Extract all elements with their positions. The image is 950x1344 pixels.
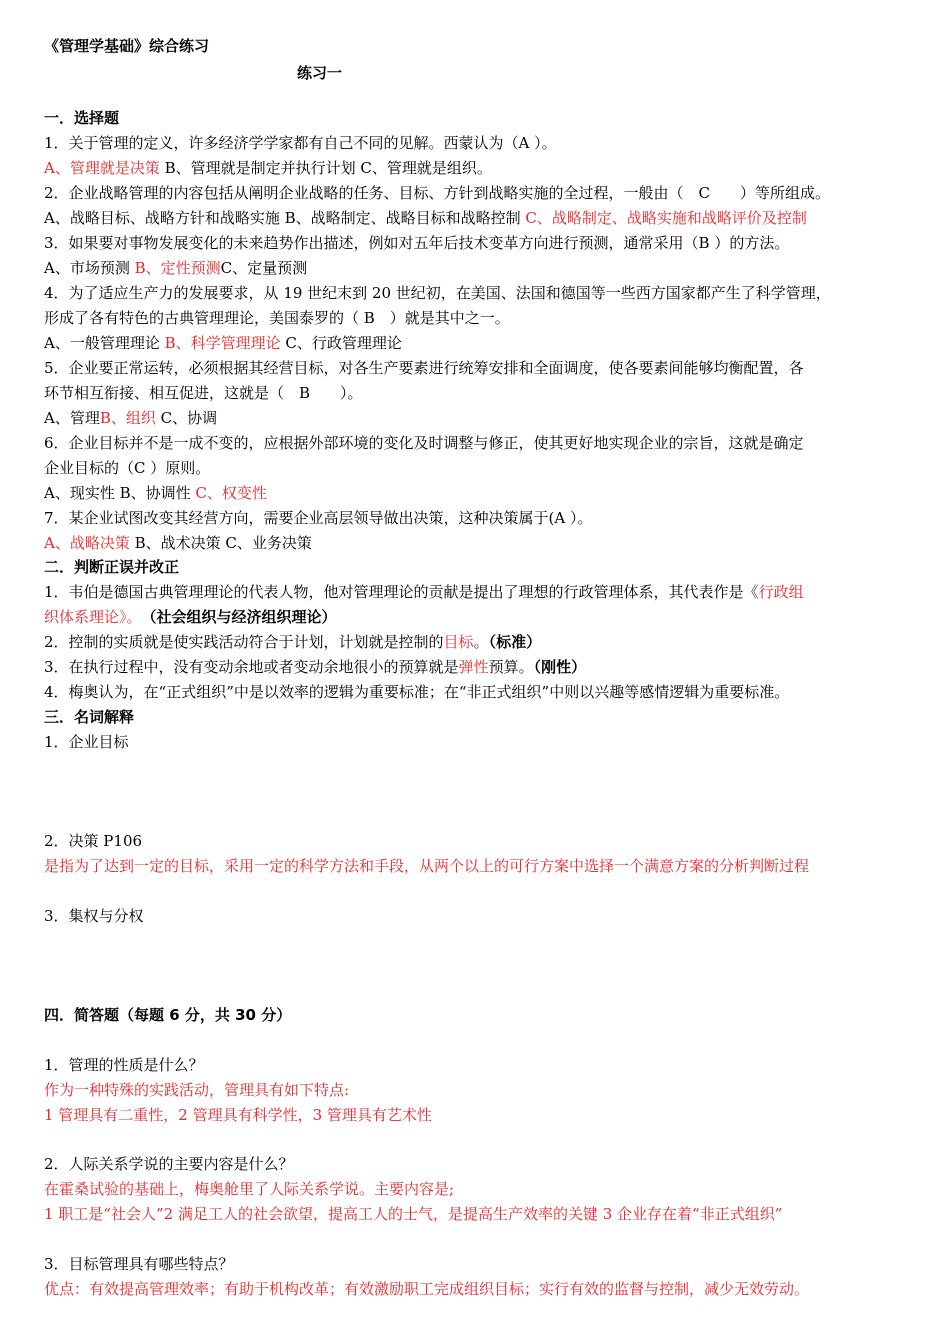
term-3: 3．集权与分权 — [44, 907, 144, 925]
error-highlight: 弹性 — [458, 658, 489, 676]
judge-3 — [44, 657, 586, 677]
question-6-line2: 企业目标的（C ）原则。 — [44, 459, 211, 477]
option-text: A、战略目标、战略方针和战略实施 B、战略制定、战略目标和战略控制 — [44, 209, 526, 227]
option-text: A、管理 — [44, 409, 100, 427]
question-2: 2．企业战略管理的内容包括从阐明企业战略的任务、目标、方针到战略实施的全过程，一般由（ C ）等所组成。 — [44, 184, 831, 202]
judge-4: 4．梅奥认为，在“正式组织”中是以效率的逻辑为重要标准；在“非正式组织”中则以兴趣等感情逻辑为重要标准。 — [44, 683, 790, 701]
doc-title: 《管理学基础》综合练习 — [44, 37, 210, 55]
answer-highlight: A、战略决策 — [44, 534, 130, 552]
judge-1-line2 — [44, 607, 337, 627]
section-heading-short: 四．简答题（每题 6 分，共 30 分） — [44, 1006, 292, 1024]
error-highlight: 织体系理论》。 — [44, 608, 135, 626]
option-text: B、管理就是制定并执行计划 C、管理就是组织。 — [159, 159, 492, 177]
option-text: A、现实性 B、协调性 — [44, 484, 196, 502]
correction-text: （社会组织与经济组织理论） — [134, 608, 337, 626]
option-text: C、行政管理理论 — [280, 334, 402, 352]
short-question-1: 1．管理的性质是什么？ — [44, 1056, 204, 1074]
answer-highlight: C、权变性 — [195, 484, 267, 502]
question-7-options — [44, 533, 312, 553]
option-text: A、一般管理理论 — [44, 334, 165, 352]
correction-text: （标准） — [488, 633, 542, 651]
answer-highlight: B、科学管理理论 — [164, 334, 281, 352]
doc-subtitle: 练习一 — [297, 64, 343, 82]
option-text: C、协调 — [155, 409, 218, 427]
short-answer-1-line2: 1 管理具有二重性，2 管理具有科学性，3 管理具有艺术性 — [44, 1106, 432, 1124]
statement-text: 1．韦伯是德国古典管理理论的代表人物，他对管理理论的贡献是提出了理想的行政管理体系，其代表作是《 — [44, 583, 759, 601]
option-text: C、定量预测 — [220, 259, 308, 277]
statement-text: 预算。 — [488, 658, 534, 676]
statement-text: 3．在执行过程中，没有变动余地或者变动余地很小的预算就是 — [44, 658, 459, 676]
question-5-line2: 环节相互衔接、相互促进，这就是（ B ）。 — [44, 384, 363, 402]
short-answer-2-line1: 在霍桑试验的基础上，梅奥舱里了人际关系学说。主要内容是; — [44, 1180, 455, 1198]
question-5-line1: 5．企业要正常运转，必须根据其经营目标，对各生产要素进行统筹安排和全面调度，使各要素间能够均衡配置，各 — [44, 359, 804, 377]
error-highlight: 目标 — [443, 633, 474, 651]
option-text: B、战术决策 C、业务决策 — [129, 534, 312, 552]
question-4-line1: 4．为了适应生产力的发展要求，从 19 世纪末到 20 世纪初，在美国、法国和德国等一些西方国家都产生了科学管理， — [44, 284, 831, 302]
question-6-options — [44, 483, 267, 503]
answer-highlight: B、组织 — [99, 409, 156, 427]
term-2: 2．决策 P106 — [44, 832, 143, 850]
option-text: A、市场预测 — [44, 259, 135, 277]
statement-text: 2．控制的实质就是使实践活动符合于计划，计划就是控制的 — [44, 633, 444, 651]
answer-highlight: A、管理就是决策 — [44, 159, 160, 177]
answer-highlight: B、定性预测 — [134, 259, 221, 277]
statement-text: 。 — [473, 633, 489, 651]
answer-highlight: C、战略制定、战略实施和战略评价及控制 — [525, 209, 807, 227]
question-6-line1: 6．企业目标并不是一成不变的，应根据外部环境的变化及时调整与修正，使其更好地实现企业的宗旨，这就是确定 — [44, 434, 804, 452]
short-answer-3: 优点：有效提高管理效率；有助于机构改革；有效激励职工完成组织目标；实行有效的监督与控制，减少无效劳动。 — [44, 1280, 810, 1298]
term-1: 1．企业目标 — [44, 733, 129, 751]
question-7: 7．某企业试图改变其经营方向，需要企业高层领导做出决策，这种决策属于(A ）。 — [44, 509, 593, 527]
judge-2 — [44, 632, 541, 652]
question-3: 3．如果要对事物发展变化的未来趋势作出描述，例如对五年后技术变革方向进行预测，通常采用（B ）的方法。 — [44, 234, 790, 252]
question-1-options — [44, 158, 492, 178]
question-1: 1．关于管理的定义，许多经济学学家都有自己不同的见解。西蒙认为（A ）。 — [44, 134, 557, 152]
correction-text: （刚性） — [533, 658, 587, 676]
judge-1-line1 — [44, 582, 804, 602]
short-question-2: 2．人际关系学说的主要内容是什么？ — [44, 1155, 294, 1173]
question-2-options — [44, 208, 807, 228]
error-highlight: 行政组 — [758, 583, 804, 601]
question-5-options — [44, 408, 217, 428]
section-heading-choice: 一．选择题 — [44, 109, 120, 127]
question-4-options — [44, 333, 402, 353]
short-answer-2-line2: 1 职工是“社会人”2 满足工人的社会欲望，提高工人的士气，是提高生产效率的关键 3 企业存在着“非正式组织” — [44, 1205, 783, 1223]
section-heading-judge: 二．判断正误并改正 — [44, 558, 180, 576]
question-3-options — [44, 258, 307, 278]
short-question-3: 3．目标管理具有哪些特点？ — [44, 1255, 234, 1273]
section-heading-terms: 三．名词解释 — [44, 708, 135, 726]
term-2-answer: 是指为了达到一定的目标，采用一定的科学方法和手段，从两个以上的可行方案中选择一个满意方案的分析判断过程 — [44, 857, 810, 875]
short-answer-1-line1: 作为一种特殊的实践活动，管理具有如下特点: — [44, 1081, 350, 1099]
question-4-line2: 形成了各有特色的古典管理理论，美国泰罗的（ B ）就是其中之一。 — [44, 309, 510, 327]
